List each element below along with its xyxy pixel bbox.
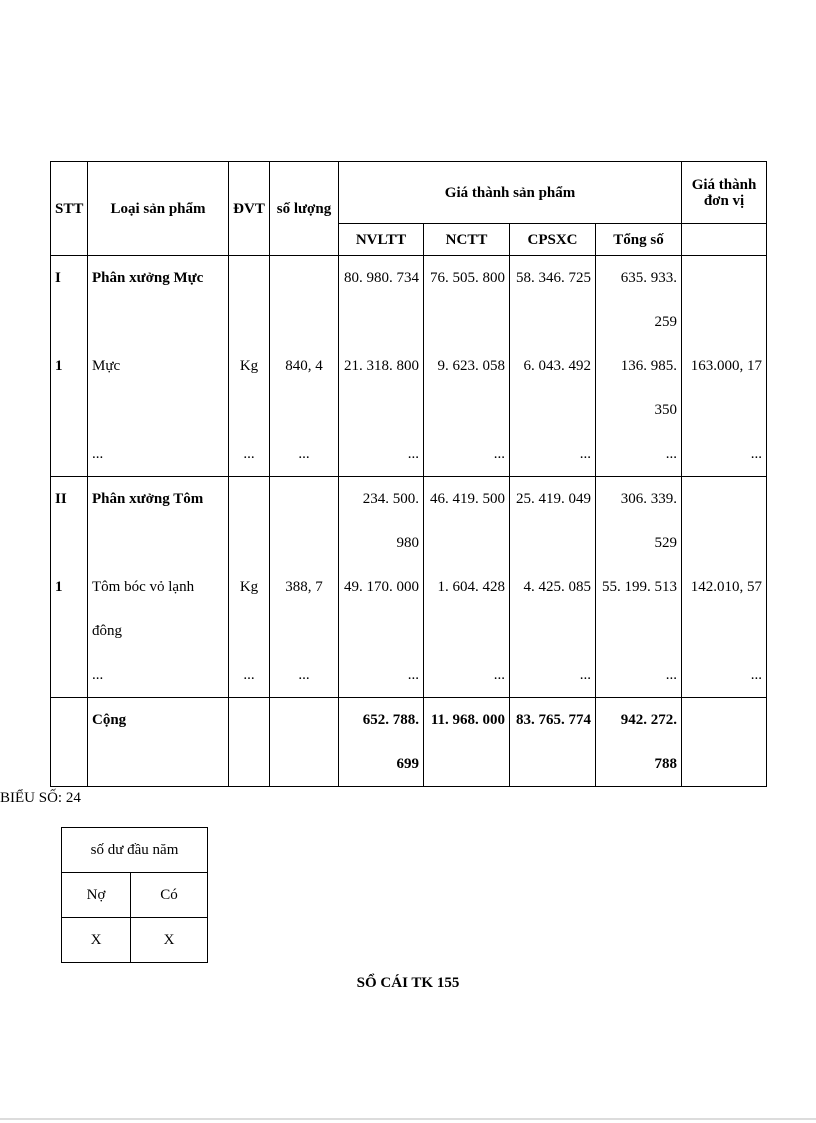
cell-cpsxc: ...: [510, 653, 596, 698]
cell-nvltt-line: ...: [407, 446, 419, 462]
cell-qty: ...: [270, 653, 339, 698]
cell-nvltt-line: ...: [407, 667, 419, 683]
cell-nctt: ...: [424, 653, 510, 698]
cell-unit: ...: [229, 653, 270, 698]
cell-unit-cost: ...: [682, 653, 767, 698]
bieu-so-label: BIỂU SỐ: 24: [0, 790, 81, 806]
cell-nvltt-line: 21. 318. 800: [344, 358, 419, 374]
cell-total: [596, 432, 682, 477]
cell-qty: [270, 256, 339, 345]
cell-unit: ...: [229, 432, 270, 477]
val-co: X: [131, 918, 208, 963]
cell-total-line: ...: [665, 667, 678, 683]
cell-unit: [229, 256, 270, 345]
cell-unit: [229, 477, 270, 566]
cell-nvltt: [339, 477, 424, 566]
cell-total-line: 306. 339.: [620, 491, 678, 507]
cell-name: Phân xưởng Tôm: [88, 477, 229, 566]
header-unit-cost-blank: [682, 224, 767, 256]
table-row: [51, 344, 767, 432]
opening-balance-table: [61, 827, 208, 963]
cell-name: Mực: [88, 344, 229, 432]
cell-cpsxc: 6. 043. 492: [510, 344, 596, 432]
cell-nctt: 46. 419. 500: [424, 477, 510, 566]
cell-total: [596, 698, 682, 787]
cell-cpsxc: 83. 765. 774: [510, 698, 596, 787]
table-body: [51, 256, 767, 787]
table-row: [51, 653, 767, 698]
header-product-type: Loại sản phẩm: [88, 162, 229, 256]
cell-nctt: ...: [424, 432, 510, 477]
cell-nctt: 1. 604. 428: [424, 565, 510, 653]
table-row: [51, 477, 767, 566]
header-unit-cost-line1: Giá thành: [691, 176, 757, 193]
header-cost-group: Giá thành sản phẩm: [339, 162, 682, 224]
cell-nctt: 11. 968. 000: [424, 698, 510, 787]
cell-cpsxc: 4. 425. 085: [510, 565, 596, 653]
so-cai-title: SỔ CÁI TK 155: [356, 975, 460, 991]
cell-qty: ...: [270, 432, 339, 477]
cell-stt: 1: [51, 565, 88, 653]
opening-balance-header: số dư đầu năm: [62, 828, 208, 873]
col-no: Nợ: [62, 873, 131, 918]
cell-name: ...: [88, 432, 229, 477]
header-nctt: NCTT: [424, 224, 510, 256]
cell-total-line: 788: [654, 756, 678, 772]
table-row: [51, 432, 767, 477]
cell-total: [596, 653, 682, 698]
cell-total-line: 635. 933.: [620, 270, 678, 286]
cell-nvltt: [339, 432, 424, 477]
table-row: [51, 565, 767, 653]
cell-total-line: ...: [665, 446, 678, 462]
cell-total-line: 529: [654, 535, 678, 551]
cell-name: ...: [88, 653, 229, 698]
cell-name: Cộng: [88, 698, 229, 787]
cell-unit-cost: [682, 256, 767, 345]
cell-total-line: 350: [654, 402, 678, 418]
cell-nvltt-line: 234. 500.: [362, 491, 419, 507]
cell-qty: 840, 4: [270, 344, 339, 432]
cell-cpsxc: ...: [510, 432, 596, 477]
cell-nctt: 76. 505. 800: [424, 256, 510, 345]
cell-total-line: 136. 985.: [620, 358, 678, 374]
cell-unit-cost: 142.010, 57: [682, 565, 767, 653]
header-total: Tổng số: [596, 224, 682, 256]
header-unit-cost-line2: đơn vị: [703, 192, 745, 209]
cell-nctt: 9. 623. 058: [424, 344, 510, 432]
cell-name: Phân xưởng Mực: [88, 256, 229, 345]
cell-unit-cost: [682, 477, 767, 566]
header-unit-cost: [682, 162, 767, 224]
cell-total: [596, 256, 682, 345]
table-row: [51, 698, 767, 787]
col-co: Có: [131, 873, 208, 918]
cell-unit-cost: [682, 698, 767, 787]
cell-total-line: 259: [654, 314, 678, 330]
header-nvltt: NVLTT: [339, 224, 424, 256]
cell-stt: 1: [51, 344, 88, 432]
cell-nvltt-line: 80. 980. 734: [344, 270, 419, 286]
cell-cpsxc: 58. 346. 725: [510, 256, 596, 345]
cell-nvltt: [339, 344, 424, 432]
cell-qty: 388, 7: [270, 565, 339, 653]
cell-qty: [270, 477, 339, 566]
cell-stt: II: [51, 477, 88, 566]
cell-total-line: 55. 199. 513: [602, 579, 678, 595]
table-row: [51, 256, 767, 345]
cell-total: [596, 565, 682, 653]
cost-table: [50, 161, 767, 787]
cell-stt: [51, 432, 88, 477]
cell-total-line: 942. 272.: [620, 712, 678, 728]
cell-stt: I: [51, 256, 88, 345]
header-quantity: số lượng: [270, 162, 339, 256]
cell-nvltt-line: 652. 788.: [362, 712, 419, 728]
cell-unit-cost: 163.000, 17: [682, 344, 767, 432]
cell-nvltt-line: 699: [396, 756, 419, 772]
cell-qty: [270, 698, 339, 787]
cell-nvltt: [339, 698, 424, 787]
cell-cpsxc: 25. 419. 049: [510, 477, 596, 566]
cell-unit: Kg: [229, 565, 270, 653]
cell-nvltt-line: 49. 170. 000: [344, 579, 419, 595]
cell-name: Tôm bóc vỏ lạnh đông: [88, 565, 229, 653]
cell-nvltt: [339, 653, 424, 698]
cell-nvltt: [339, 256, 424, 345]
cell-total: [596, 477, 682, 566]
header-stt: STT: [51, 162, 88, 256]
cell-stt: [51, 698, 88, 787]
header-unit: ĐVT: [229, 162, 270, 256]
cell-unit: [229, 698, 270, 787]
val-no: X: [62, 918, 131, 963]
cell-unit: Kg: [229, 344, 270, 432]
bottom-divider: [0, 1118, 816, 1120]
cell-nvltt: [339, 565, 424, 653]
header-cpsxc: CPSXC: [510, 224, 596, 256]
cell-nvltt-line: 980: [396, 535, 419, 551]
cell-total: [596, 344, 682, 432]
cell-unit-cost: ...: [682, 432, 767, 477]
cell-stt: [51, 653, 88, 698]
